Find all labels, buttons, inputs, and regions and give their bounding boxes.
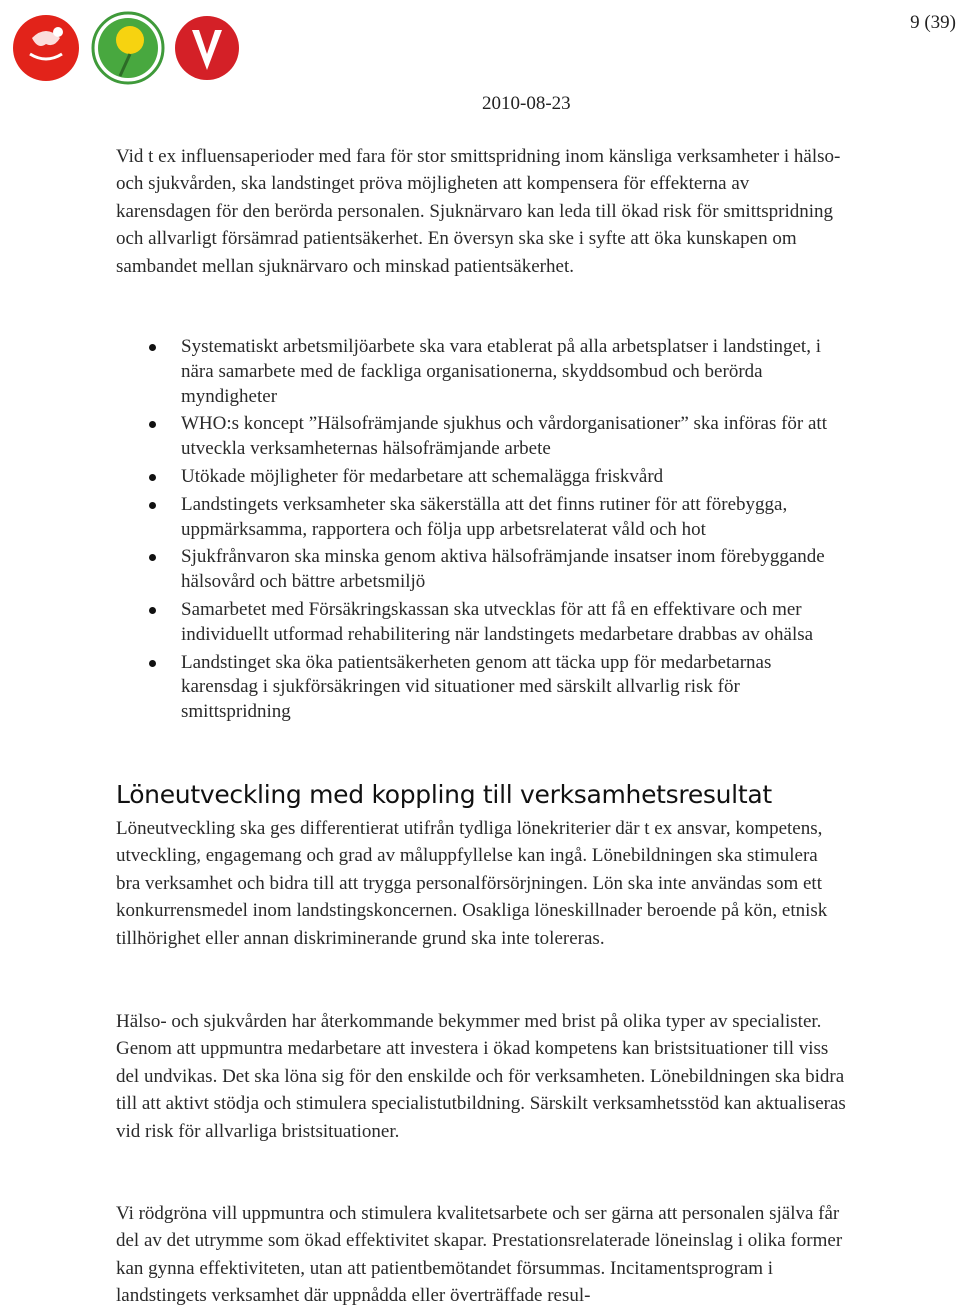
rose-logo: [10, 10, 82, 86]
v-logo: [172, 10, 242, 86]
bullet-icon: [149, 554, 156, 561]
document-date: 2010-08-23: [482, 93, 571, 114]
paragraph: Hälso- och sjukvården har återkommande bekymmer med brist på olika typer av specialister. Genom att uppmuntra medarbetare att investera i ökad kompetens kan bristsituationer till viss del undvikas. Det ska löna sig för den enskilde och för verksamheten. Lönebildningen ska bidra till att aktivt stödja och stimulera specialistutbildning. Särskilt verksamhetsstöd kan aktualiseras vid risk för allvarliga bristsituationer.: [116, 1011, 846, 1142]
bullet-icon: [149, 344, 156, 351]
paragraph: Vi rödgröna vill uppmuntra och stimulera kvalitetsarbete och ser gärna att personalen själva får del av det utrymme som ökad effektivitet skapar. Prestationsrelaterade löneinslag i olika former kan gynna effektiviteten, utan att patientbemötandet försummas. Incitamentsprogram i landstingets verksamhet där uppnådda eller överträffade resul-: [116, 1203, 843, 1307]
list-item-text: Utökade möjligheter för medarbetare att schemalägga friskvård: [181, 465, 664, 487]
bullet-icon: [149, 660, 156, 667]
dandelion-logo: [90, 10, 166, 86]
list-item: [116, 465, 846, 490]
list-item-text: WHO:s koncept ”Hälsofrämjande sjukhus och vårdorganisationer” ska införas för att utveckla verksamheternas hälsofrämjande arbete: [181, 413, 827, 460]
list-item-text: Landstinget ska öka patientsäkerheten genom att täcka upp för medarbetarnas karensdag i sjukförsäkringen vid situationer med särskilt allvarlig risk för smittspridning: [181, 651, 772, 723]
list-item-text: Sjukfrånvaron ska minska genom aktiva hälsofrämjande insatser inom förebyggande hälsovård och bättre arbetsmiljö: [181, 546, 825, 593]
list-item: [116, 412, 846, 462]
list-item: [116, 335, 846, 409]
list-item-text: Landstingets verksamheter ska säkerställa att det finns rutiner för att förebygga, uppmärksamma, rapportera och följa upp arbetsrelaterat våld och hot: [181, 493, 788, 540]
bullet-list: [116, 335, 846, 728]
paragraph: Vid t ex influensaperioder med fara för stor smittspridning inom känsliga verksamheter i hälso- och sjukvården, ska landstinget pröva möjligheten att kompensera för effekterna av karensdagen för den berörda personalen. Sjuknärvaro kan leda till ökad risk för smittspridning och allvarligt försämrad patientsäkerhet. En översyn ska ske i syfte att öka kunskapen om sambandet mellan sjuknärvaro och minskad patientsäkerhet.: [116, 146, 841, 277]
bullet-icon: [149, 502, 156, 509]
bullet-icon: [149, 421, 156, 428]
page-number: 9 (39): [910, 12, 956, 33]
list-item: [116, 598, 846, 648]
section-heading: Löneutveckling med koppling till verksamhetsresultat: [116, 780, 772, 809]
list-item: [116, 651, 846, 725]
bullet-icon: [149, 474, 156, 481]
bullet-icon: [149, 607, 156, 614]
list-item: [116, 493, 846, 543]
list-item-text: Samarbetet med Försäkringskassan ska utvecklas för att få en effektivare och mer individuellt utformad rehabilitering när landstingets medarbetare drabbas av ohälsa: [181, 598, 814, 645]
paragraph: Löneutveckling ska ges differentierat utifrån tydliga lönekriterier där t ex ansvar, kompetens, utveckling, engagemang och grad av måluppfyllelse kan ingå. Lönebildningen ska stimulera bra verksamhet och bidra till att trygga personalförsörjningen. Lön ska inte användas som ett konkurrensmedel inom landstingskoncernen. Osakliga löneskillnader beroende på kön, etnisk tillhörighet eller annan diskriminerande grund ska inte tolereras.: [116, 818, 828, 949]
list-item: [116, 545, 846, 595]
list-item-text: Systematiskt arbetsmiljöarbete ska vara etablerat på alla arbetsplatser i landstinget, i nära samarbete med de fackliga organisationerna, skyddsombud och berörda myndigheter: [181, 336, 821, 407]
